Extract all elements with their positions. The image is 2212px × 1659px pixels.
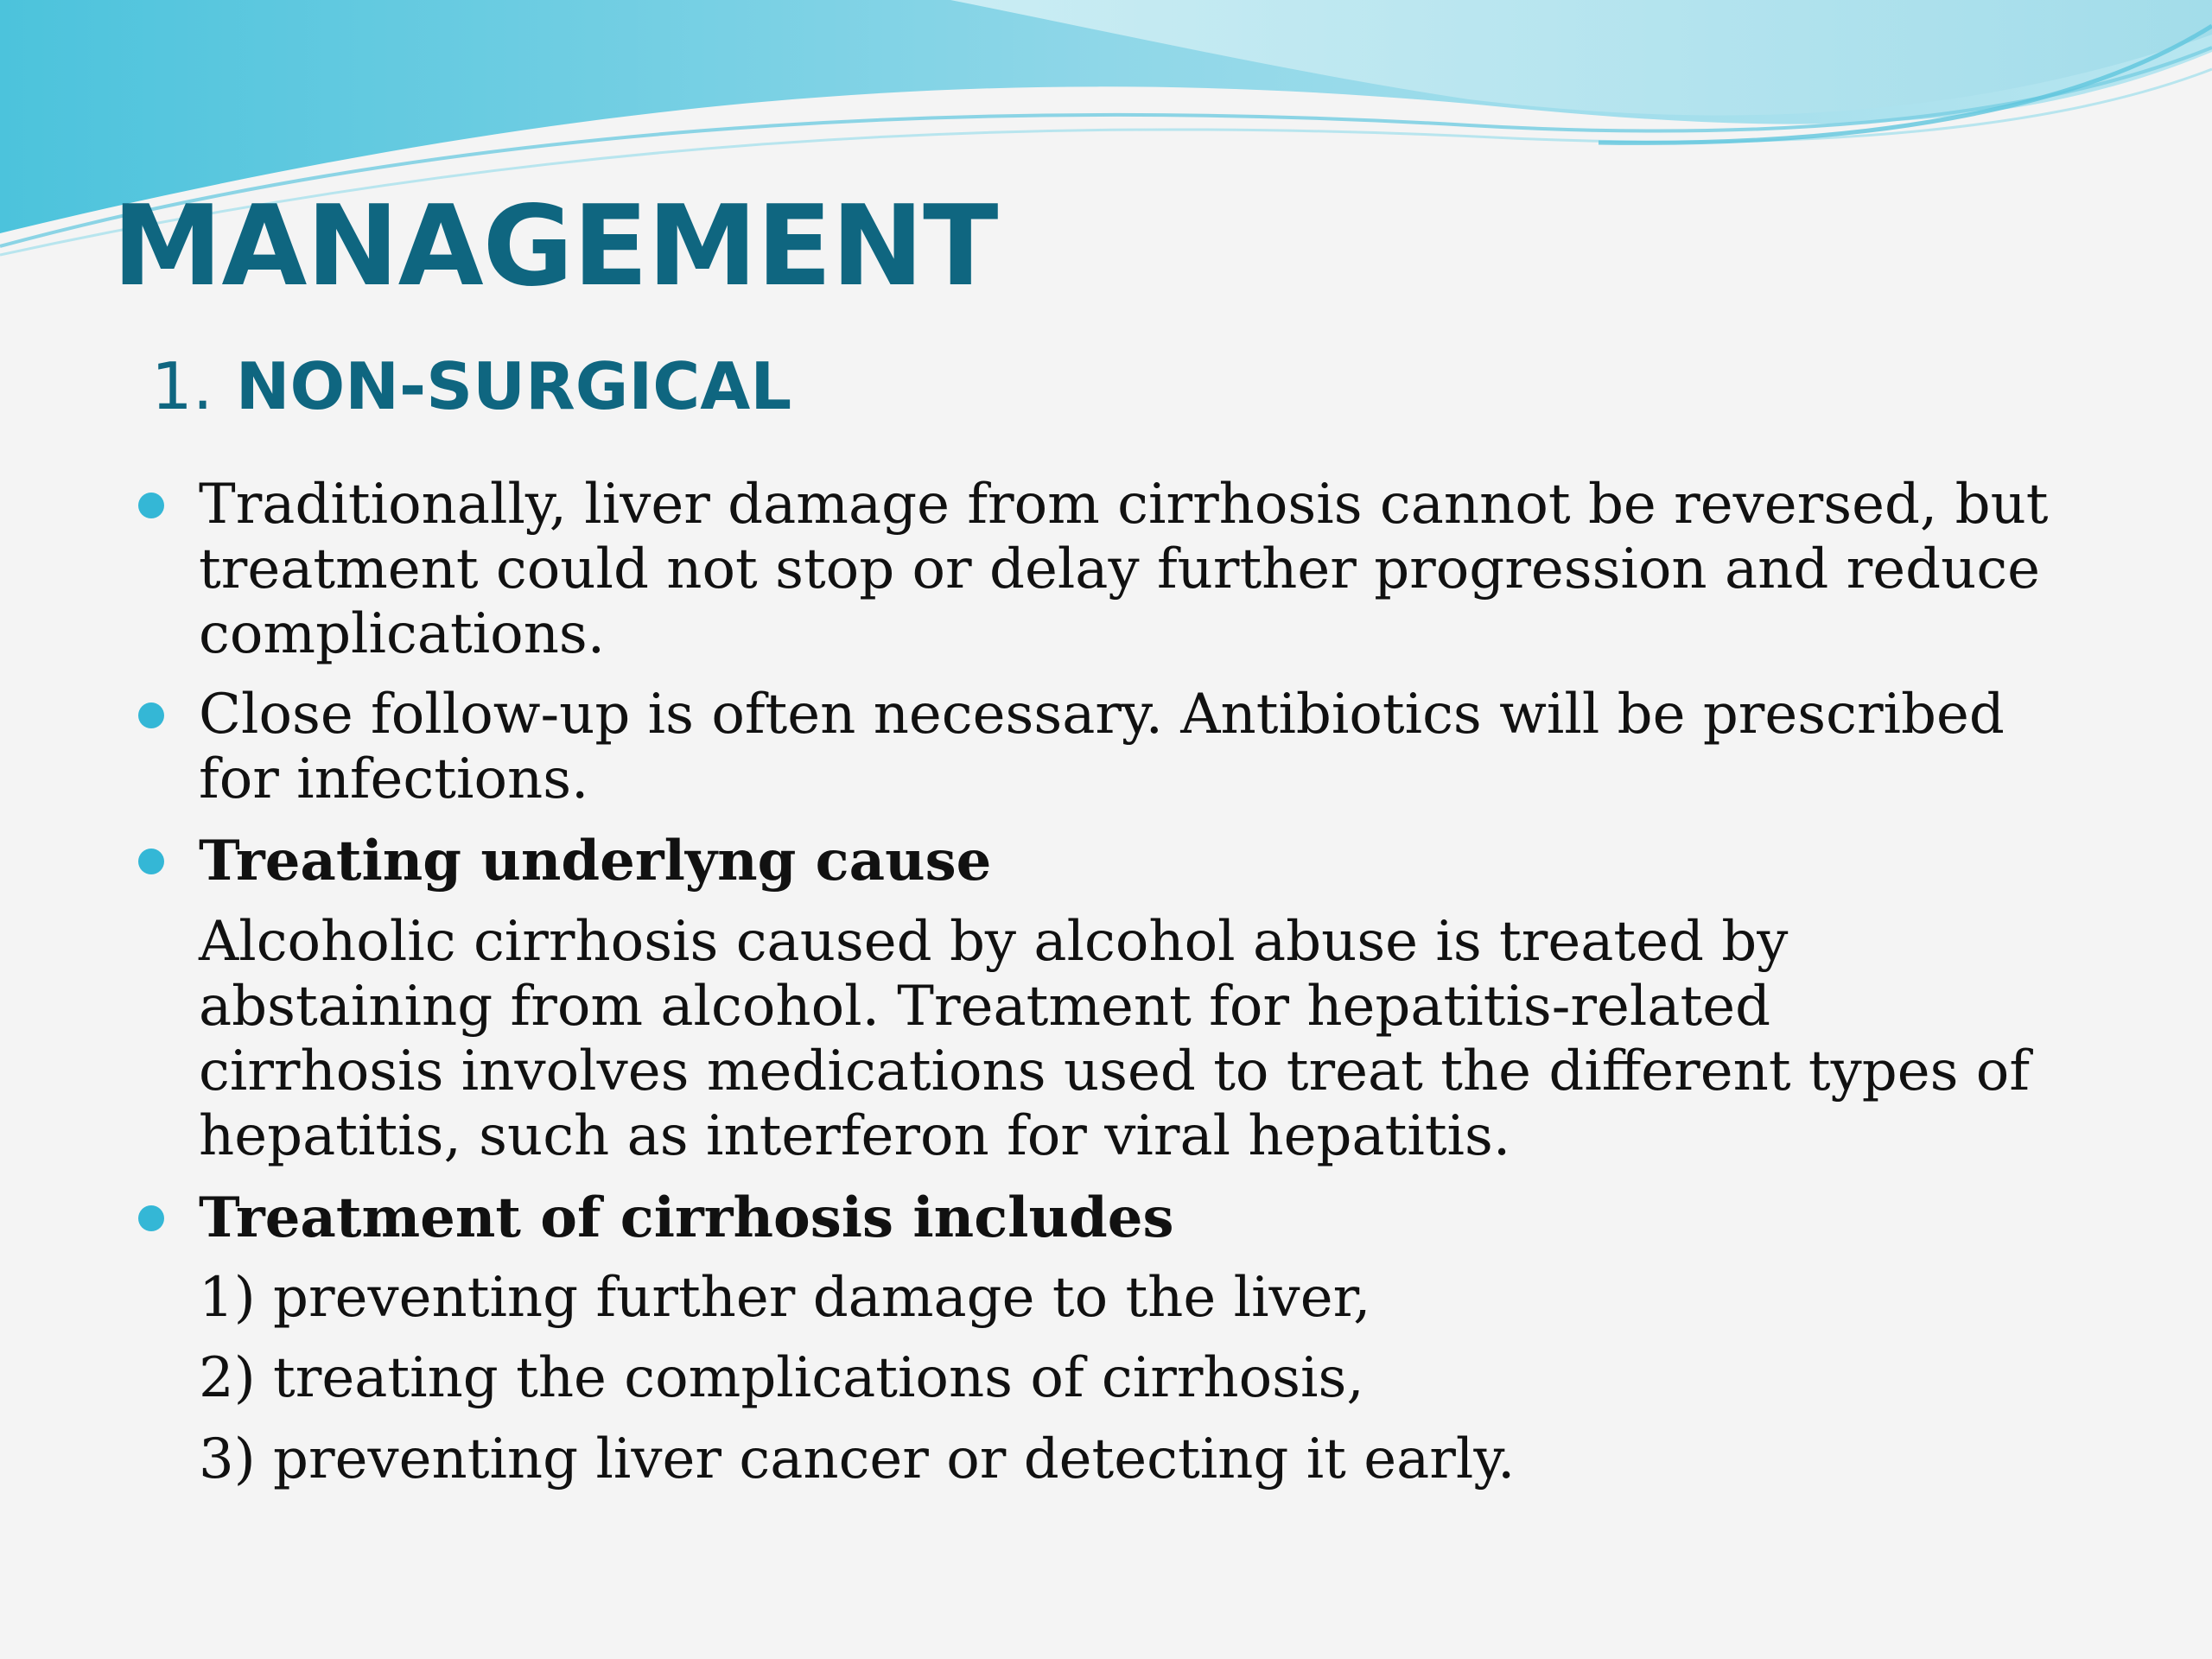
text-line: Close follow-up is often necessary. Antibiotics will be prescribed [199,683,2005,747]
text-line: complications. [199,602,606,666]
text-line: Traditionally, liver damage from cirrhosis cannot be reversed, but [199,473,2049,537]
text-line: hepatitis, such as interferon for viral hepatitis. [199,1104,1511,1168]
slide-subtitle [151,348,792,424]
bullet-3-text [199,910,2030,1169]
text-line: Alcoholic cirrhosis caused by alcohol abuse is treated by [199,910,1789,974]
bullet-icon [138,1205,164,1231]
text-line: abstaining from alcohol. Treatment for hepatitis-related [199,975,1771,1039]
text-line: treatment could not stop or delay further progression and reduce [199,537,2041,601]
bullet-1-text [199,473,2049,667]
subtitle-number: 1. [151,348,213,424]
list-item: 2) treating the complications of cirrhosis, [199,1346,1364,1410]
bullet-4-heading: Treatment of cirrhosis includes [199,1185,1174,1250]
text-line: cirrhosis involves medications used to treat the different types of [199,1039,2030,1103]
bullet-icon [138,849,164,874]
bullet-2-text [199,683,2005,812]
bullet-icon [138,493,164,518]
subtitle-text: NON-SURGICAL [235,348,792,424]
list-item: 1) preventing further damage to the liver, [199,1266,1371,1330]
text-line: for infections. [199,747,589,811]
list-item: 3) preventing liver cancer or detecting it early. [199,1427,1516,1491]
bullet-icon [138,702,164,728]
slide-title: MANAGEMENT [112,182,998,311]
bullet-3-heading: Treating underlyng cause [199,829,992,893]
